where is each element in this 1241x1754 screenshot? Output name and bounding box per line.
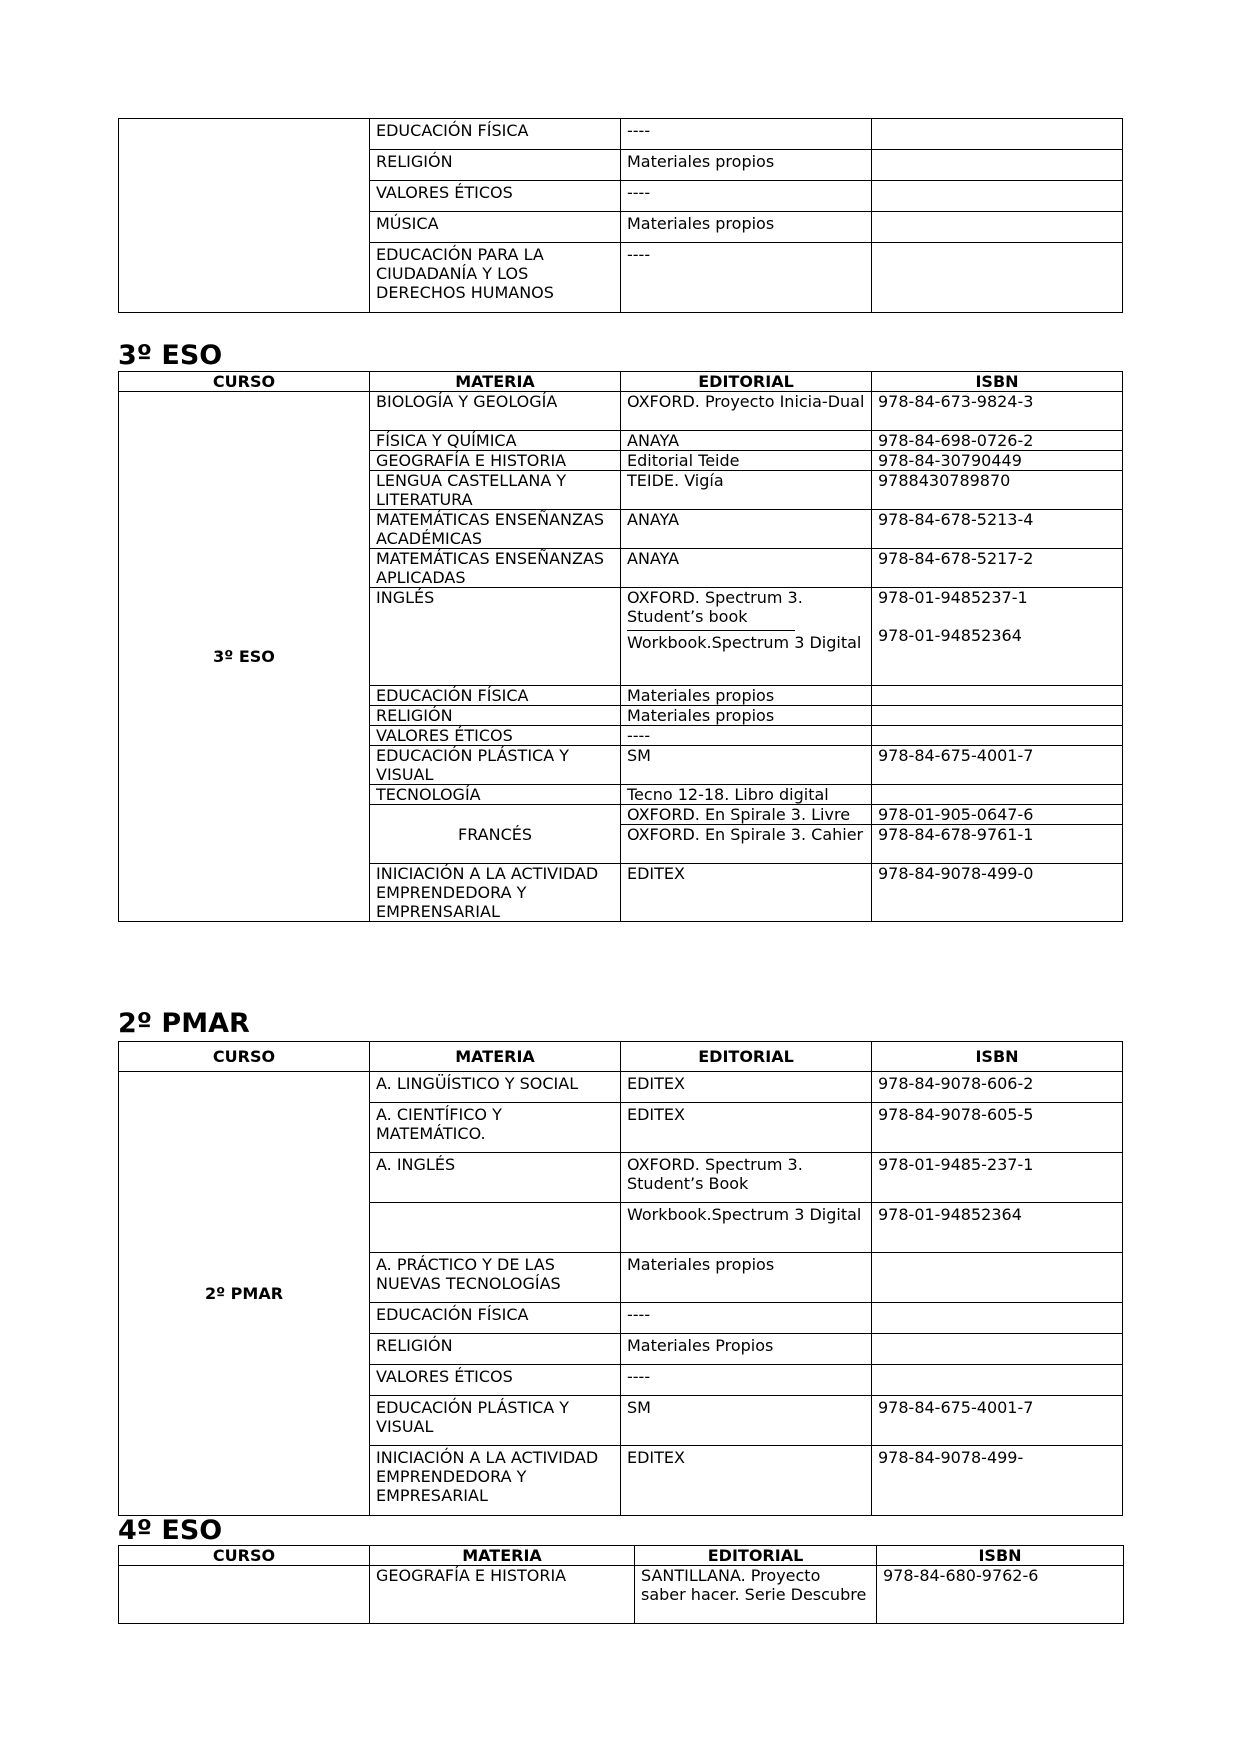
curso-cell: 3º ESO bbox=[119, 392, 370, 922]
isbn-cell bbox=[872, 212, 1123, 243]
materia-cell: INICIACIÓN A LA ACTIVIDAD EMPRENDEDORA Y EMPRENSARIAL bbox=[370, 864, 621, 922]
section-title-2pmar: 2º PMAR bbox=[118, 1008, 250, 1039]
materia-cell: A. LINGÜÍSTICO Y SOCIAL bbox=[370, 1072, 621, 1103]
separator-line bbox=[627, 630, 795, 631]
isbn-cell bbox=[872, 706, 1123, 726]
editorial-cell: Materiales propios bbox=[621, 1253, 872, 1303]
materia-cell: RELIGIÓN bbox=[370, 1334, 621, 1365]
materia-cell: RELIGIÓN bbox=[370, 150, 621, 181]
editorial-cell: Materiales propios bbox=[621, 212, 872, 243]
editorial-cell: SM bbox=[621, 746, 872, 785]
header-isbn: ISBN bbox=[877, 1546, 1124, 1566]
isbn-cell bbox=[872, 243, 1123, 313]
isbn-cell bbox=[872, 1303, 1123, 1334]
header-curso: CURSO bbox=[119, 1546, 370, 1566]
materia-cell: EDUCACIÓN FÍSICA bbox=[370, 1303, 621, 1334]
materia-cell: RELIGIÓN bbox=[370, 706, 621, 726]
isbn-cell: 978-84-9078-499- bbox=[872, 1446, 1123, 1516]
isbn-cell bbox=[872, 588, 1123, 686]
materia-cell: LENGUA CASTELLANA Y LITERATURA bbox=[370, 471, 621, 510]
editorial-cell: ANAYA bbox=[621, 431, 872, 451]
isbn-cell bbox=[872, 726, 1123, 746]
materia-cell bbox=[370, 1203, 621, 1253]
section-title-3eso: 3º ESO bbox=[118, 340, 223, 371]
isbn-cell: 978-84-698-0726-2 bbox=[872, 431, 1123, 451]
ingles-isbn-1: 978-01-9485237-1 bbox=[878, 588, 1028, 607]
materia-cell: VALORES ÉTICOS bbox=[370, 726, 621, 746]
editorial-cell: Editorial Teide bbox=[621, 451, 872, 471]
editorial-cell bbox=[621, 588, 872, 686]
materia-cell: EDUCACIÓN PLÁSTICA Y VISUAL bbox=[370, 1396, 621, 1446]
editorial-cell: Materiales Propios bbox=[621, 1334, 872, 1365]
editorial-cell: ---- bbox=[621, 726, 872, 746]
isbn-cell: 978-84-675-4001-7 bbox=[872, 1396, 1123, 1446]
section-title-4eso: 4º ESO bbox=[118, 1515, 223, 1546]
isbn-cell bbox=[872, 119, 1123, 150]
materia-cell: MATEMÁTICAS ENSEÑANZAS APLICADAS bbox=[370, 549, 621, 588]
table-3eso bbox=[118, 371, 1123, 922]
header-curso: CURSO bbox=[119, 1042, 370, 1072]
materia-cell: EDUCACIÓN PARA LA CIUDADANÍA Y LOS DERECHOS HUMANOS bbox=[370, 243, 621, 313]
isbn-cell: 978-84-678-9761-1 bbox=[872, 825, 1123, 864]
ingles-editorial-1: OXFORD. Spectrum 3. Student’s book bbox=[627, 588, 803, 626]
materia-cell: A. INGLÉS bbox=[370, 1153, 621, 1203]
editorial-cell: SM bbox=[621, 1396, 872, 1446]
isbn-cell: 978-84-9078-605-5 bbox=[872, 1103, 1123, 1153]
editorial-cell: Workbook.Spectrum 3 Digital bbox=[621, 1203, 872, 1253]
isbn-cell: 978-84-675-4001-7 bbox=[872, 746, 1123, 785]
table-2pmar bbox=[118, 1041, 1123, 1516]
editorial-cell: ---- bbox=[621, 243, 872, 313]
table-4eso bbox=[118, 1545, 1124, 1624]
curso-cell-empty bbox=[119, 119, 370, 313]
isbn-cell bbox=[872, 785, 1123, 805]
header-materia: MATERIA bbox=[370, 1546, 635, 1566]
editorial-cell: Materiales propios bbox=[621, 686, 872, 706]
top-table bbox=[118, 118, 1123, 313]
editorial-cell: ANAYA bbox=[621, 510, 872, 549]
editorial-cell: Materiales propios bbox=[621, 706, 872, 726]
header-editorial: EDITORIAL bbox=[621, 372, 872, 392]
isbn-cell: 978-84-678-5213-4 bbox=[872, 510, 1123, 549]
editorial-cell: ---- bbox=[621, 119, 872, 150]
isbn-cell: 978-01-9485-237-1 bbox=[872, 1153, 1123, 1203]
editorial-cell: OXFORD. En Spirale 3. Livre bbox=[621, 805, 872, 825]
ingles-isbn-2: 978-01-94852364 bbox=[878, 626, 1022, 645]
editorial-cell: SANTILLANA. Proyecto saber hacer. Serie Descubre bbox=[635, 1566, 877, 1624]
materia-cell: FÍSICA Y QUÍMICA bbox=[370, 431, 621, 451]
materia-cell: EDUCACIÓN FÍSICA bbox=[370, 686, 621, 706]
header-materia: MATERIA bbox=[370, 1042, 621, 1072]
ingles-editorial-2: Workbook.Spectrum 3 Digital bbox=[627, 633, 862, 652]
isbn-cell bbox=[872, 150, 1123, 181]
isbn-cell: 978-01-905-0647-6 bbox=[872, 805, 1123, 825]
header-editorial: EDITORIAL bbox=[635, 1546, 877, 1566]
materia-cell: MÚSICA bbox=[370, 212, 621, 243]
editorial-cell: EDITEX bbox=[621, 1446, 872, 1516]
isbn-cell bbox=[872, 1334, 1123, 1365]
isbn-cell bbox=[872, 181, 1123, 212]
materia-cell: INICIACIÓN A LA ACTIVIDAD EMPRENDEDORA Y EMPRESARIAL bbox=[370, 1446, 621, 1516]
header-materia: MATERIA bbox=[370, 372, 621, 392]
materia-cell: EDUCACIÓN FÍSICA bbox=[370, 119, 621, 150]
editorial-cell: OXFORD. Spectrum 3. Student’s Book bbox=[621, 1153, 872, 1203]
materia-cell: TECNOLOGÍA bbox=[370, 785, 621, 805]
editorial-cell: Materiales propios bbox=[621, 150, 872, 181]
editorial-cell: ANAYA bbox=[621, 549, 872, 588]
materia-cell: INGLÉS bbox=[370, 588, 621, 686]
materia-cell: FRANCÉS bbox=[370, 805, 621, 864]
isbn-cell bbox=[872, 1365, 1123, 1396]
editorial-cell: TEIDE. Vigía bbox=[621, 471, 872, 510]
curso-cell bbox=[119, 1566, 370, 1624]
editorial-cell: EDITEX bbox=[621, 864, 872, 922]
curso-cell: 2º PMAR bbox=[119, 1072, 370, 1516]
materia-cell: VALORES ÉTICOS bbox=[370, 1365, 621, 1396]
header-curso: CURSO bbox=[119, 372, 370, 392]
materia-cell: GEOGRAFÍA E HISTORIA bbox=[370, 451, 621, 471]
editorial-cell: ---- bbox=[621, 181, 872, 212]
materia-cell: EDUCACIÓN PLÁSTICA Y VISUAL bbox=[370, 746, 621, 785]
editorial-cell: EDITEX bbox=[621, 1103, 872, 1153]
isbn-cell: 978-84-9078-606-2 bbox=[872, 1072, 1123, 1103]
isbn-cell: 978-01-94852364 bbox=[872, 1203, 1123, 1253]
editorial-cell: OXFORD. En Spirale 3. Cahier bbox=[621, 825, 872, 864]
materia-cell: BIOLOGÍA Y GEOLOGÍA bbox=[370, 392, 621, 431]
materia-cell: A. PRÁCTICO Y DE LAS NUEVAS TECNOLOGÍAS bbox=[370, 1253, 621, 1303]
editorial-cell: EDITEX bbox=[621, 1072, 872, 1103]
header-isbn: ISBN bbox=[872, 1042, 1123, 1072]
isbn-cell: 978-84-678-5217-2 bbox=[872, 549, 1123, 588]
isbn-cell: 978-84-680-9762-6 bbox=[877, 1566, 1124, 1624]
materia-cell: MATEMÁTICAS ENSEÑANZAS ACADÉMICAS bbox=[370, 510, 621, 549]
isbn-cell: 978-84-30790449 bbox=[872, 451, 1123, 471]
editorial-cell: ---- bbox=[621, 1365, 872, 1396]
editorial-cell: ---- bbox=[621, 1303, 872, 1334]
materia-cell: GEOGRAFÍA E HISTORIA bbox=[370, 1566, 635, 1624]
header-isbn: ISBN bbox=[872, 372, 1123, 392]
isbn-cell bbox=[872, 1253, 1123, 1303]
header-editorial: EDITORIAL bbox=[621, 1042, 872, 1072]
isbn-cell: 9788430789870 bbox=[872, 471, 1123, 510]
isbn-cell bbox=[872, 686, 1123, 706]
isbn-cell: 978-84-673-9824-3 bbox=[872, 392, 1123, 431]
materia-cell: VALORES ÉTICOS bbox=[370, 181, 621, 212]
isbn-cell: 978-84-9078-499-0 bbox=[872, 864, 1123, 922]
editorial-cell: OXFORD. Proyecto Inicia-Dual bbox=[621, 392, 872, 431]
materia-cell: A. CIENTÍFICO Y MATEMÁTICO. bbox=[370, 1103, 621, 1153]
editorial-cell: Tecno 12-18. Libro digital bbox=[621, 785, 872, 805]
